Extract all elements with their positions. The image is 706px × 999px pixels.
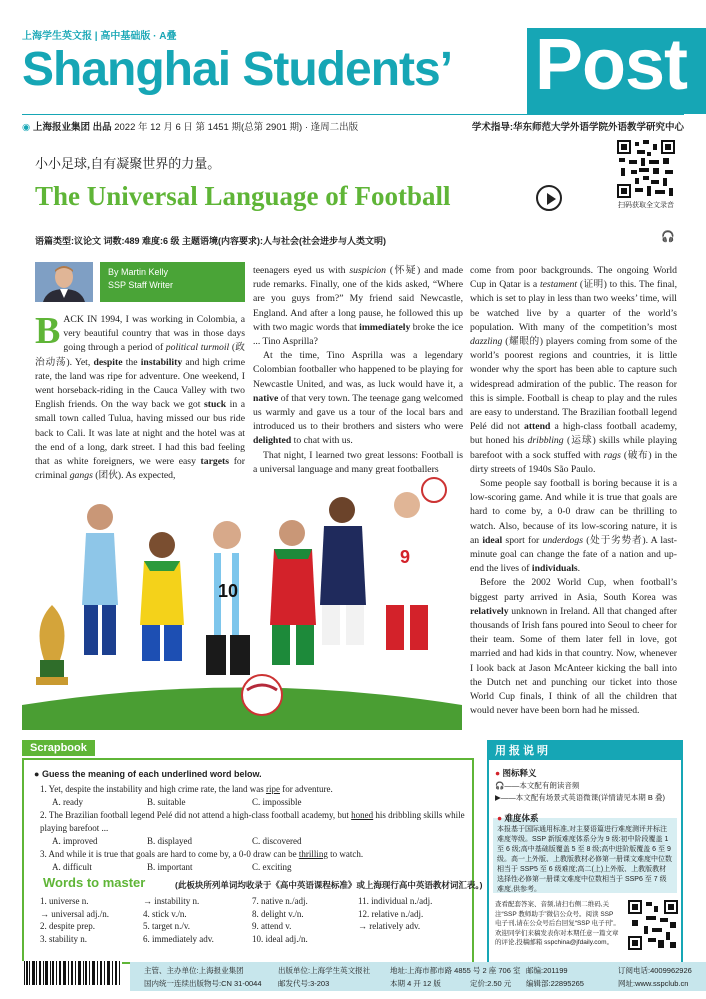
word-row xyxy=(40,895,465,908)
vocab-word: ideal xyxy=(482,534,503,546)
bullet-icon: ● xyxy=(495,768,501,778)
footer-cn: 国内统一连续出版物号:CN 31-0044 xyxy=(144,979,262,988)
play-icon: ▶ xyxy=(495,793,501,802)
q1-option-a[interactable]: A. ready xyxy=(52,797,83,807)
text: (团伙). As expected, xyxy=(92,470,176,482)
scrapbook-label: Scrapbook xyxy=(22,740,95,756)
text: (证明) to this. The final, which is set to play in less than two weeks’ time, will be watched live by a quarter of the world’s population. With many of the competition’s most xyxy=(470,279,677,333)
word-row xyxy=(40,920,465,933)
text: Before the 2002 World Cup, when football’s biggest party arrived in Asia, South Korea was xyxy=(470,577,677,603)
icon-legend-text: 图标释义 xyxy=(502,768,537,778)
word-item: 1. universe n. xyxy=(40,896,89,906)
text: to chat with us. xyxy=(291,435,353,447)
masthead-rule xyxy=(22,114,684,115)
barcode-icon xyxy=(22,961,122,989)
word-row xyxy=(40,933,465,946)
vocab-word: relatively xyxy=(470,605,509,617)
vocab-word: individuals xyxy=(531,563,578,575)
vocab-word: attend xyxy=(523,421,551,433)
text: his dribbling skills while playing barefoot ... xyxy=(40,810,465,833)
q2-option-a[interactable]: A. improved xyxy=(52,836,98,846)
play-audio-icon[interactable] xyxy=(536,185,562,211)
footer-edit: 编辑部:22895265 xyxy=(526,979,584,988)
underlined-word: thrilling xyxy=(298,849,328,859)
footer-pages: 本期 4 开 12 版 xyxy=(390,979,441,988)
vocab-word: targets xyxy=(200,456,230,468)
text: come from poor backgrounds. The ongoing World Cup in Qatar is a xyxy=(470,265,677,291)
text: ACK IN 1994, I was working in Colombia, a very beautiful country that was in those days going through a period of xyxy=(63,314,245,354)
vocab-word: native xyxy=(253,392,279,404)
edition-label: 上海学生英文报 | 高中基础版 · A叠 xyxy=(22,31,177,42)
football-players-illustration xyxy=(22,455,462,730)
text: At the time, Tino Asprilla was a legendary Colombian footballer who happened to be playing for Newcastle United, and was, as luck would have it, a xyxy=(253,350,463,390)
word-item: 10. ideal adj./n. xyxy=(252,933,308,944)
text: 2. The Brazilian football legend Pelé did not attend a high-class football academy, but xyxy=(40,810,352,820)
paragraph xyxy=(253,349,463,448)
publisher-logo-icon: ◉ xyxy=(22,122,31,133)
text: to watch. xyxy=(327,849,364,859)
footer-site[interactable]: 网址:www.sspclub.cn xyxy=(618,979,689,988)
word-item: 5. target n./v. xyxy=(143,921,190,931)
word-list xyxy=(40,895,465,945)
paragraph xyxy=(470,477,677,576)
text: (破布) in the dirty streets of 1940s São Paulo. xyxy=(470,449,677,475)
text: sport for xyxy=(502,534,543,546)
vocab-word: instability xyxy=(140,356,183,368)
text: and high crime rate, the land was ripe for adventure. One weekend, I went horseback-riding in the Cauca Valley with two English friends. On the way back we got xyxy=(35,356,246,411)
footer-publisher: 出版单位:上海学生英文报社 xyxy=(278,966,371,975)
text: (运球) skills while playing barefoot with a sock stuffed with xyxy=(470,435,677,461)
article-headline: The Universal Language of Football xyxy=(35,181,451,211)
word-item: 6. immediately adv. xyxy=(143,933,214,944)
text: of that very town. The teenage gang welcomed us warmly and gave us a tour of the local bars and introduced us to their brothers and sisters who were xyxy=(253,392,463,433)
footer-order: 订阅电话:4009962926 xyxy=(618,966,692,975)
text: . xyxy=(577,563,581,575)
promo-text: 查看配套答案、音频,请扫右侧二维码,关注“SSP 教师助手”微信公众号。阅读 SSP 电子刊,请在公众号后台回复“SSP 电子刊”。欢迎同学们来稿发表你对本期任意一篇文章的评论,投稿邮箱 sspchina@jfdaily.com。 xyxy=(495,901,620,946)
post-logo-text: Post xyxy=(535,25,688,105)
instruction-text: Guess the meaning of each underlined word below. xyxy=(41,769,262,779)
text: (怀疑) and made rude remarks. Finally, one of the kids asked, “Where are you guys from?” My friend said Newcastle, England. And after a long pause, he followed this up with two magic words that xyxy=(253,265,464,333)
byline-author: By Martin Kelly xyxy=(108,267,169,277)
difficulty-title xyxy=(497,812,539,824)
text: 3. And while it is true that goals are hard to come by, a 0-0 draw can be xyxy=(40,849,299,859)
q1-option-c[interactable]: C. impossible xyxy=(252,797,302,807)
word-item: 8. delight v./n. xyxy=(252,908,304,919)
dateline xyxy=(22,119,358,133)
article-column-2 xyxy=(253,264,463,477)
paragraph xyxy=(253,264,463,349)
word-item: 11. individual n./adj. xyxy=(358,896,433,906)
glossed-word: dazzling xyxy=(470,336,503,348)
headphones-icon[interactable]: 🎧 xyxy=(661,231,675,243)
q3-option-c[interactable]: C. exciting xyxy=(252,862,292,872)
word-item: 2. despite prep. xyxy=(40,921,95,931)
word-item: → relatively adv. xyxy=(358,921,421,931)
academic-guidance: 学术指导:华东师范大学外语学院外语教学研究中心 xyxy=(471,122,684,133)
glossed-word: suspicion xyxy=(349,265,386,276)
footer-price: 定价:2.50 元 xyxy=(470,979,512,988)
text: 1. Yet, despite the instability and high crime rate, the land was xyxy=(40,784,266,794)
glossed-word: political turmoil xyxy=(165,342,230,354)
brand-title: Shanghai Students’ xyxy=(22,43,453,96)
footer-postal: 邮发代号:3-203 xyxy=(278,979,330,988)
q2-option-b[interactable]: B. displayed xyxy=(147,836,192,846)
text: (政治动荡). Yet, xyxy=(35,342,245,368)
question-1 xyxy=(40,783,460,796)
headphones-icon: 🎧 xyxy=(495,781,505,790)
glossed-word: rags xyxy=(603,449,621,461)
word-item: 9. attend v. xyxy=(252,921,292,931)
paragraph xyxy=(470,264,677,477)
text: the xyxy=(122,356,141,368)
qr-code-icon[interactable] xyxy=(617,140,675,198)
text: for criminal xyxy=(35,456,245,482)
svg-text:10: 10 xyxy=(218,581,239,601)
text: a high-class football academy, but honed his xyxy=(470,421,677,447)
wechat-qr-icon[interactable] xyxy=(628,900,678,950)
byline-role: SSP Staff Writer xyxy=(108,280,174,290)
vocab-word: stuck xyxy=(204,399,227,411)
word-item: 4. stick v./n. xyxy=(143,908,187,919)
word-item: 12. relative n./adj. xyxy=(358,908,424,919)
publisher-name: 上海报业集团 出品 xyxy=(32,122,112,133)
issue-date: 2022 年 12 月 6 日 第 1451 期(总第 2901 期) · 逢周二出版 xyxy=(114,122,359,133)
text: broke the ice ... Tino Asprilla? xyxy=(253,321,463,348)
q3-option-b[interactable]: B. important xyxy=(147,862,193,872)
bullet-icon: ● xyxy=(497,813,503,823)
q2-option-c[interactable]: C. discovered xyxy=(252,836,302,846)
glossed-word: underdogs xyxy=(542,534,584,546)
article-column-3 xyxy=(470,264,677,719)
legend-text: ——本文配有朗读音频 xyxy=(504,781,580,790)
word-row xyxy=(40,908,465,921)
footer-bar xyxy=(130,962,706,991)
drop-cap: B xyxy=(35,310,61,352)
q3-option-a[interactable]: A. difficult xyxy=(52,862,92,872)
words-to-master-note: (此板块所列单词均收录于《高中英语课程标准》或上海现行高中英语教材词汇表。) xyxy=(175,880,483,890)
question-3 xyxy=(40,848,460,861)
underlined-word: honed xyxy=(351,810,374,820)
word-item: 3. stability n. xyxy=(40,933,87,944)
legend-text: ——本文配有场景式英语微课(详情请见本期 B 叠) xyxy=(500,793,665,802)
difficulty-title-text: 难度体系 xyxy=(504,813,539,823)
text: (耀眼的) players coming from some of the world’s poorest regions and countries, it is little wonder why the sport has been able to capture such widespread admiration of the public. The reason for this is simple. Football is cheap to play and the rules are easy to understand. The Brazilian football legend Pelé did not xyxy=(470,336,677,433)
word-item: → instability n. xyxy=(143,896,200,906)
svg-text:9: 9 xyxy=(400,547,411,567)
icon-legend-audio xyxy=(495,780,579,791)
vocab-word: delighted xyxy=(253,435,292,447)
question-2 xyxy=(40,809,465,834)
article-meta: 语篇类型:议论文 词数:489 难度:6 级 主题语境(内容要求):人与社会(社会进步与人类文明) xyxy=(35,236,387,246)
footer-zip: 邮编:201199 xyxy=(526,966,568,975)
word-item: 7. native n./adj. xyxy=(252,896,308,906)
glossed-word: gangs xyxy=(69,470,93,482)
text: unknown in Ireland. All that changed after thousands of Irish fans poured into Seoul to cheer for their team. Some of them later fell in love, got married and had kids in that country. Now, whenever I look back at Jason McAnteer kicking the ball into the Dutch net and punching our ticket into those World Cup finals, I think of all the children that would never have been born had he missed. xyxy=(470,605,677,717)
underlined-word: ripe xyxy=(265,784,280,794)
text: teenagers eyed us with xyxy=(253,265,350,276)
difficulty-text: 本报基于国际通用标准,对主要语篇进行难度测评并标注难度等级。SSP 新版难度体系分为 9 级:初中阶段覆盖 1 至 6 级;高中基础版覆盖 5 至 8 级;高中进阶版覆盖 6 至 9 级。高一上外版、上教版教材必修第一册课文难度中位数相当于 SSP5 至 6 级难度;高二(上)上外版、上教版教材选择性必修第一册课文难度中位数相当于 SSP6 至 7 级难度,供参考。 xyxy=(497,826,672,893)
paragraph: That night, I learned two great lessons: Football is a universal language and many great footballers xyxy=(253,449,463,475)
usage-label: 用报说明 xyxy=(487,740,683,760)
vocab-word: despite xyxy=(93,356,123,368)
byline-box xyxy=(100,262,245,302)
text: (处于劣势者). A last-minute goal can change the fate of a nation and up-end the lives of xyxy=(470,534,678,575)
icon-legend-title xyxy=(495,767,537,779)
word-item: → universal adj./n. xyxy=(40,908,109,919)
text: in a small town called Tulua, having missed our bus ride back to Cali. It was late at night and the hotel was at the end of a long, dark street. I had this bad feeling that as white foreigners, we were easy xyxy=(35,399,246,468)
glossed-word: testament xyxy=(539,279,578,291)
q1-option-b[interactable]: B. suitable xyxy=(147,797,186,807)
author-photo xyxy=(35,262,93,302)
words-to-master-title: Words to master xyxy=(43,875,146,890)
glossed-word: dribbling xyxy=(527,435,564,447)
text: for adventure. xyxy=(279,784,333,794)
vocab-word: immediately xyxy=(359,321,411,333)
text: Some people say football is boring because it is a low-scoring game. And while it is true that goals are hard to come by, a 0-0 draw can be thrilling to watch. Also, because of its low-scoring nature, it is an xyxy=(470,478,677,546)
qr-caption: 扫码获取全文录音 xyxy=(618,202,674,209)
paragraph xyxy=(470,576,677,718)
icon-legend-video xyxy=(495,792,665,803)
scrapbook-instruction: ● Guess the meaning of each underlined word below. xyxy=(34,769,262,779)
kicker-text: 小小足球,自有凝聚世界的力量。 xyxy=(35,156,221,171)
footer-sponsor: 主管、主办单位:上海报业集团 xyxy=(144,966,244,975)
footer-address: 地址:上海市都市路 4855 号 2 座 706 室 xyxy=(390,966,521,975)
